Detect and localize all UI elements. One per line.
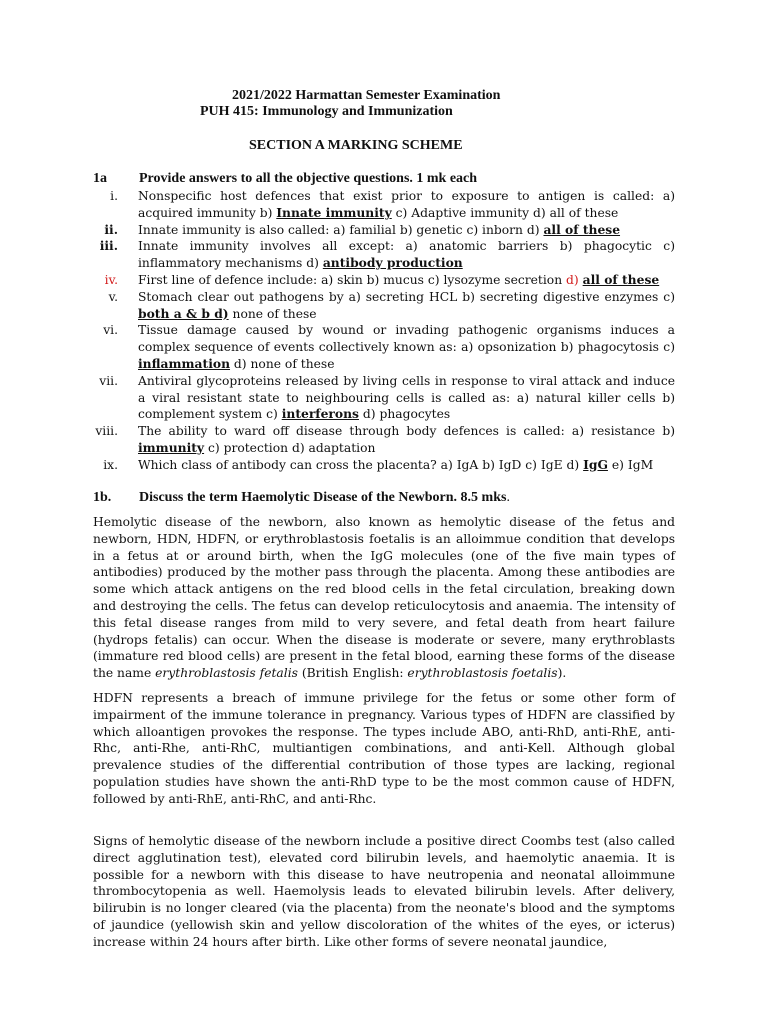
- list-item: [93, 322, 675, 372]
- item-numeral: i.: [110, 189, 118, 203]
- question-number: 1b.: [93, 490, 112, 505]
- correct-answer: immunity: [138, 439, 205, 455]
- objective-questions-list: [93, 188, 675, 474]
- course-title: PUH 415: Immunology and Immunization: [200, 104, 453, 119]
- item-numeral: vii.: [99, 373, 118, 388]
- item-text: Tissue damage caused by wound or invading pathogenic organisms induces a complex sequence of events collectively known as: a) opsonization b) phagocytosis c) inflammation d) none of these: [138, 323, 675, 371]
- paragraph-definition: Hemolytic disease of the newborn, also known as hemolytic disease of the fetus and newborn, HDN, HDFN, or erythroblastosis foetalis is an alloimmue condition that develops in a fetus at or around birth, when the IgG molecules (one of the five main types of antibodies) produced by the mother pass through the placenta. Among these antibodies are some which attack antigens on the red blood cells in the fetal circulation, breaking down and destroying the cells. The fetus can develop reticulocytosis and anaemia. The intensity of this fetal disease ranges from mild to very severe, and fetal death from heart failure (hydrops fetalis) can occur. When the disease is moderate or severe, many erythroblasts (immature red blood cells) are present in the fetal blood, earning these forms of the disease the name erythroblastosis fetalis (British English: erythroblastosis foetalis).: [93, 515, 675, 681]
- list-item: [93, 238, 675, 272]
- correct-answer: all of these: [543, 221, 621, 237]
- item-text: Which class of antibody can cross the placenta? a) IgA b) IgD c) IgE d) IgG e) IgM: [138, 456, 654, 472]
- highlighted-option: d): [566, 272, 579, 287]
- item-numeral: viii.: [95, 424, 118, 439]
- heading-period: .: [506, 490, 510, 505]
- correct-answer: interferons: [281, 406, 359, 422]
- list-item: [93, 373, 675, 423]
- list-item: [93, 272, 675, 289]
- list-item: [93, 222, 675, 239]
- item-text: Antiviral glycoproteins released by living cells in response to viral attack and induce a viral resistant state to neighbouring cells is called as: a) natural killer cells b) complement system c) interferons d) phagocytes: [138, 373, 675, 422]
- item-text: Innate immunity involves all except: a) anatomic barriers b) phagocytic c) inflammatory mechanisms d) antibody production: [138, 239, 675, 271]
- correct-answer: all of these: [582, 271, 660, 287]
- item-text: Nonspecific host defences that exist prior to exposure to antigen is called: a) acquired immunity b) Innate immunity c) Adaptive immunity d) all of these: [138, 189, 675, 220]
- question-number: 1a: [93, 171, 107, 186]
- item-text: First line of defence include: a) skin b) mucus c) lysozyme secretion d) all of these: [138, 271, 660, 287]
- italic-term: erythroblastosis fetalis: [155, 666, 298, 681]
- item-numeral: vi.: [103, 323, 118, 338]
- correct-answer: Innate immunity: [276, 204, 392, 220]
- list-item: [93, 457, 675, 474]
- item-numeral: ix.: [103, 457, 118, 472]
- list-item: [93, 289, 675, 323]
- item-numeral: iv.: [104, 272, 118, 287]
- correct-answer: IgG: [583, 456, 608, 472]
- question-instruction: Provide answers to all the objective questions. 1 mk each: [139, 171, 478, 186]
- paragraph-signs: Signs of hemolytic disease of the newborn include a positive direct Coombs test (also called direct agglutination test), elevated cord bilirubin levels, and haemolytic anaemia. It is possible for a newborn with this disease to have neutropenia and neonatal alloimmune thrombocytopenia as well. Haemolysis leads to elevated bilirubin levels. After delivery, bilirubin is no longer cleared (via the placenta) from the neonate's blood and the symptoms of jaundice (yellowish skin and yellow discoloration of the whites of the eyes, or icterus) increase within 24 hours after birth. Like other forms of severe neonatal jaundice,: [93, 834, 675, 949]
- question-1b-heading: [93, 490, 510, 506]
- italic-term: erythroblastosis foetalis: [407, 666, 558, 681]
- list-item: [93, 423, 675, 457]
- paragraph-types: HDFN represents a breach of immune privilege for the fetus or some other form of impairment of the immune tolerance in pregnancy. Various types of HDFN are classified by which alloantigen provokes the response. The types include ABO, anti-RhD, anti-RhE, anti-Rhc, anti-Rhe, anti-RhC, multiantigen combinations, and anti-Kell. Although global prevalence studies of the differential contribution of those types are lacking, regional population studies have shown the anti-RhD type to be the most common cause of HDFN, followed by anti-RhE, anti-RhC, and anti-Rhc.: [93, 691, 675, 806]
- item-text: The ability to ward off disease through body defences is called: a) resistance b) immunity c) protection d) adaptation: [138, 424, 675, 455]
- correct-answer: both a & b d): [138, 305, 229, 321]
- correct-answer: antibody production: [322, 255, 463, 271]
- item-text: Innate immunity is also called: a) familial b) genetic c) inborn d) all of these: [138, 221, 621, 237]
- exam-title: 2021/2022 Harmattan Semester Examination: [232, 88, 501, 103]
- question-1a-heading: [93, 171, 477, 187]
- item-numeral: iii.: [99, 238, 118, 254]
- question-instruction: Discuss the term Haemolytic Disease of the Newborn. 8.5 mks: [139, 490, 507, 505]
- section-title: SECTION A MARKING SCHEME: [249, 138, 463, 153]
- item-numeral: v.: [108, 289, 118, 304]
- item-numeral: ii.: [104, 221, 118, 237]
- item-text: Stomach clear out pathogens by a) secreting HCL b) secreting digestive enzymes c) both a & b d) none of these: [138, 289, 675, 321]
- list-item: [93, 188, 675, 222]
- correct-answer: inflammation: [138, 355, 231, 371]
